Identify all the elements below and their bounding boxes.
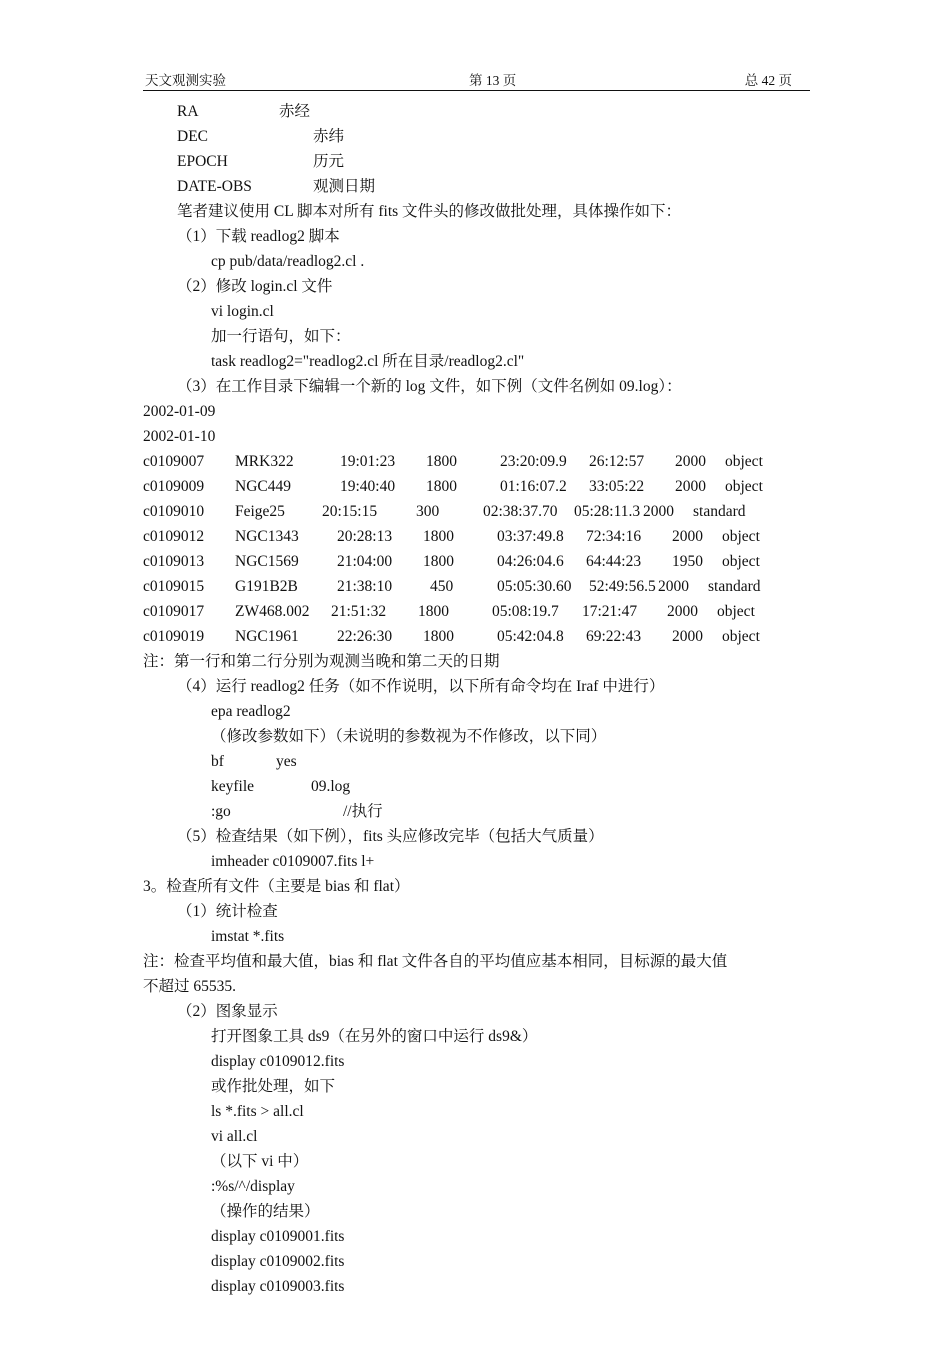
step3-heading: （3）在工作目录下编辑一个新的 log 文件，如下例（文件名例如 09.log）：	[177, 378, 682, 395]
substitute-command: :%s/^/display	[211, 1178, 295, 1195]
add-line-text: 加一行语句，如下：	[211, 328, 351, 345]
note-dates: 注：第一行和第二行分别为观测当晚和第二天的日期	[143, 653, 500, 670]
display-line-2: display c0109002.fits	[211, 1253, 345, 1270]
log-date-2: 2002-01-10	[143, 428, 216, 445]
epa-command: epa readlog2	[211, 703, 291, 720]
suggestion-text: 笔者建议使用 CL 脚本对所有 fits 文件头的修改做批处理，具体操作如下：	[177, 203, 682, 220]
operation-result-text: （操作的结果）	[211, 1203, 320, 1220]
display-line-3: display c0109003.fits	[211, 1278, 345, 1295]
header-title: 天文观测实验	[145, 73, 226, 88]
display-command: display c0109012.fits	[211, 1053, 345, 1070]
page-header	[143, 68, 810, 91]
vi-all-command: vi all.cl	[211, 1128, 258, 1145]
vi-login-command: vi login.cl	[211, 303, 274, 320]
in-vi-text: （以下 vi 中）	[211, 1153, 309, 1170]
display-line-1: display c0109001.fits	[211, 1228, 345, 1245]
step2-heading: （2）修改 login.cl 文件	[177, 278, 333, 295]
stat-check-heading: （1）统计检查	[177, 903, 278, 920]
batch-text: 或作批处理，如下	[211, 1078, 336, 1095]
header-page-number: 第 13 页	[469, 73, 517, 88]
imheader-command: imheader c0109007.fits l+	[211, 853, 375, 870]
modify-params-text: （修改参数如下）（未说明的参数视为不作修改，以下同）	[211, 728, 607, 745]
note-stat-line2: 不超过 65535.	[143, 978, 237, 995]
step5-heading: （5）检查结果（如下例），fits 头应修改完毕（包括大气质量）	[177, 828, 604, 845]
display-heading: （2）图象显示	[177, 1003, 278, 1020]
imstat-command: imstat *.fits	[211, 928, 285, 945]
open-ds9-text: 打开图象工具 ds9（在另外的窗口中运行 ds9&）	[211, 1028, 538, 1045]
log-date-1: 2002-01-09	[143, 403, 216, 420]
task-line-command: task readlog2="readlog2.cl 所在目录/readlog2.cl"	[211, 353, 525, 370]
step4-heading: （4）运行 readlog2 任务（如不作说明，以下所有命令均在 Iraf 中进行）	[177, 678, 665, 695]
section3-heading: 3。检查所有文件（主要是 bias 和 flat）	[143, 878, 410, 895]
step1-heading: （1）下载 readlog2 脚本	[177, 228, 340, 245]
cp-command: cp pub/data/readlog2.cl .	[211, 253, 365, 270]
note-stat-line1: 注：检查平均值和最大值，bias 和 flat 文件各自的平均值应基本相同，目标源的最大值	[143, 953, 728, 970]
header-total-pages: 总 42 页	[744, 73, 792, 88]
ls-command: ls *.fits > all.cl	[211, 1103, 304, 1120]
